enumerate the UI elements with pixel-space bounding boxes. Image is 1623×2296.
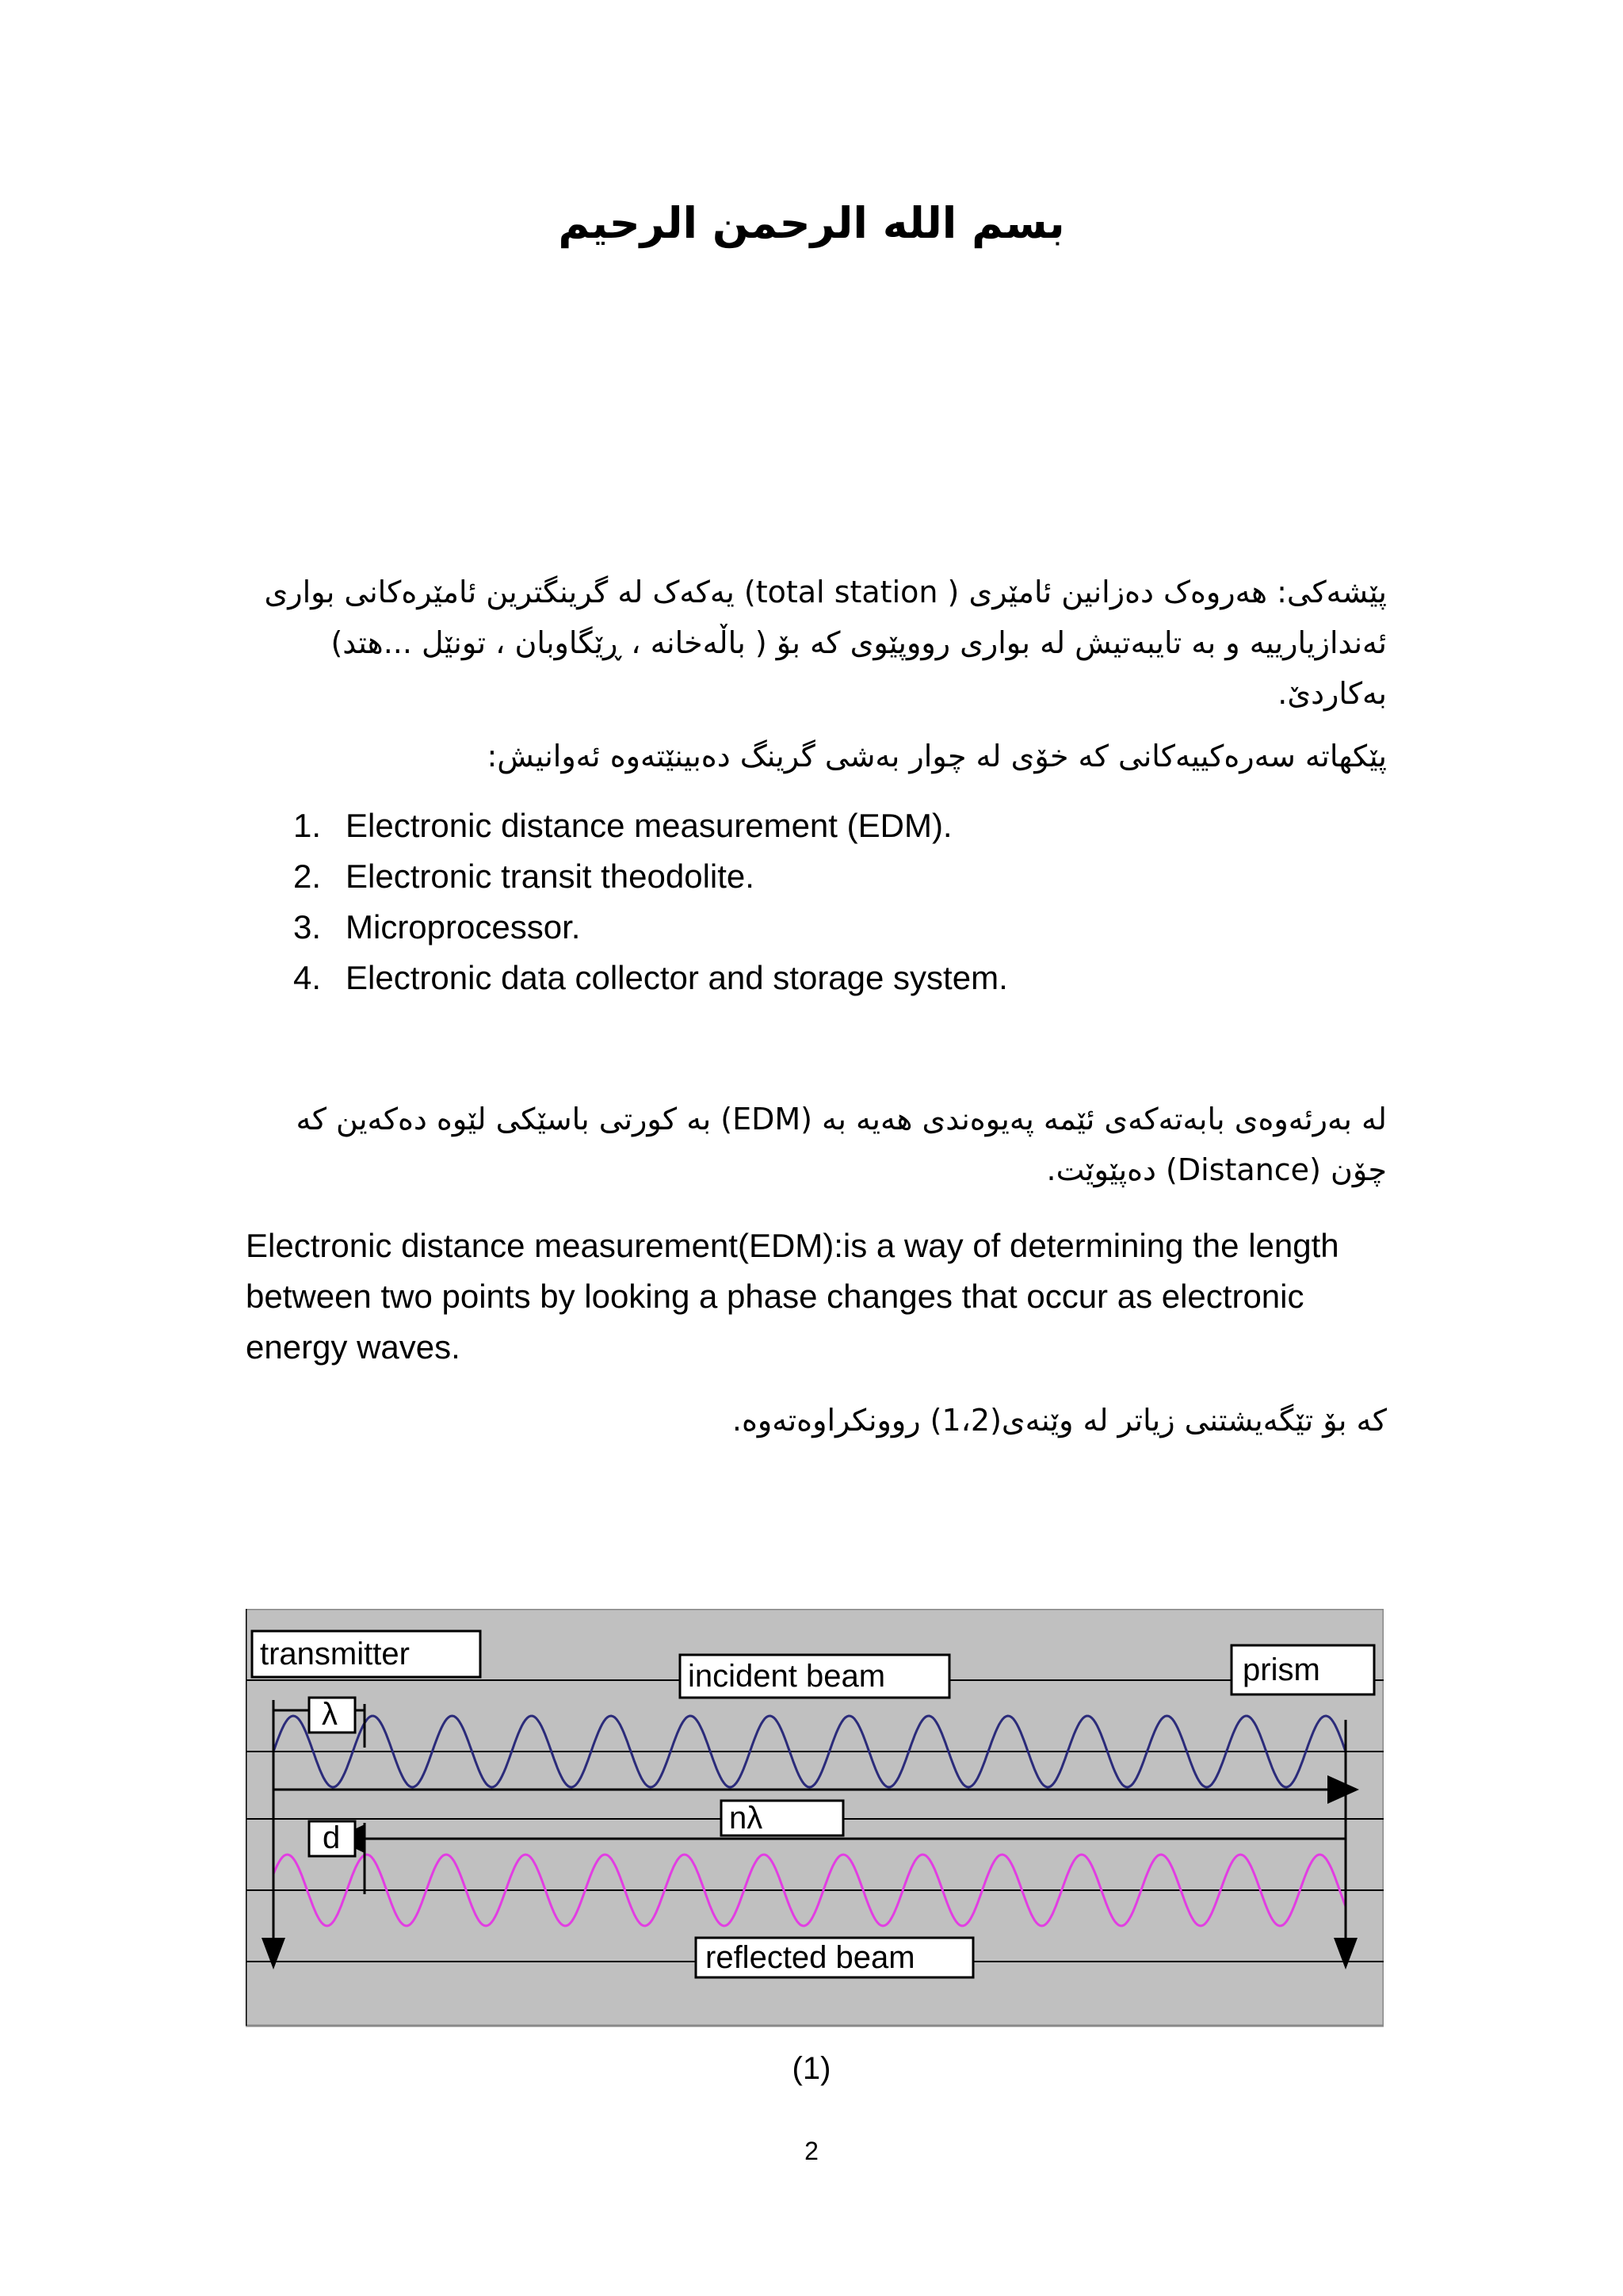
prism-label-box [1232, 1645, 1374, 1694]
incident-beam-label: incident beam [688, 1659, 886, 1694]
list-item [293, 851, 1403, 902]
d-label: d [323, 1820, 341, 1855]
edm-paragraph: لە بەرئەوەی بابەتەکەی ئێمە پەیوەندی هەیە بە (EDM) بە کورتی باسێکی لێوە دەکەین کە چۆن (Distance) دەپێوێت. [296, 1102, 1387, 1187]
list-item-text: Electronic data collector and storage system. [346, 959, 1008, 996]
transmitter-label: transmitter [260, 1637, 410, 1671]
incident-beam-label-box [680, 1655, 949, 1698]
n-lambda-label: nλ [729, 1801, 763, 1836]
lambda-label-box [309, 1697, 355, 1733]
reflected-beam-label-box [696, 1938, 973, 1977]
list-item-text: Electronic distance measurement (EDM). [346, 807, 953, 844]
list-item-text: Microprocessor. [346, 908, 581, 946]
n-lambda-label-box [721, 1801, 843, 1836]
list-item [293, 902, 1403, 953]
list-item-number: 3. [293, 908, 322, 946]
list-item-number: 1. [293, 807, 322, 844]
prism-label: prism [1243, 1652, 1320, 1687]
figure-reference: کە بۆ تێگەیشتنی زیاتر لە وێنەی(1،2) روونکراوەتەوە. [731, 1403, 1387, 1438]
figure-caption: (1) [792, 2051, 831, 2086]
page-number: 2 [804, 2137, 819, 2165]
list-item-number: 4. [293, 959, 322, 996]
list-item-number: 2. [293, 858, 322, 895]
reflected-beam-label: reflected beam [705, 1940, 915, 1975]
components-intro: پێکهاتە سەرەکییەکانی کە خۆی لە چوار بەشی گرینگ دەبینێتەوە ئەوانیش: [487, 739, 1387, 774]
transmitter-label-box [252, 1631, 480, 1677]
page-title: بسم الله الرحمن الرحيم [558, 198, 1065, 248]
list-item [293, 953, 1403, 1003]
d-label-box [309, 1820, 355, 1856]
components-list [293, 800, 1403, 1003]
intro-paragraph: پێشەکی: هەروەک دەزانین ئامێری ( total station) یەکەک لە گرینگترین ئامێرەکانی بواری ئەندازیارییە و بە تایبەتیش لە بواری رووپێوی کە بۆ ( باڵەخانە ، ڕێگاوبان ، تونێل ...هتد) بەکاردێ. [264, 575, 1387, 711]
list-item-text: Electronic transit theodolite. [346, 858, 754, 895]
edm-definition: Electronic distance measurement(EDM):is a way of determining the length between two points by looking a phase changes that occur as electronic energy waves. [246, 1227, 1339, 1366]
edm-figure [246, 1609, 1384, 2029]
list-item [293, 800, 1403, 851]
lambda-label: λ [322, 1697, 338, 1732]
